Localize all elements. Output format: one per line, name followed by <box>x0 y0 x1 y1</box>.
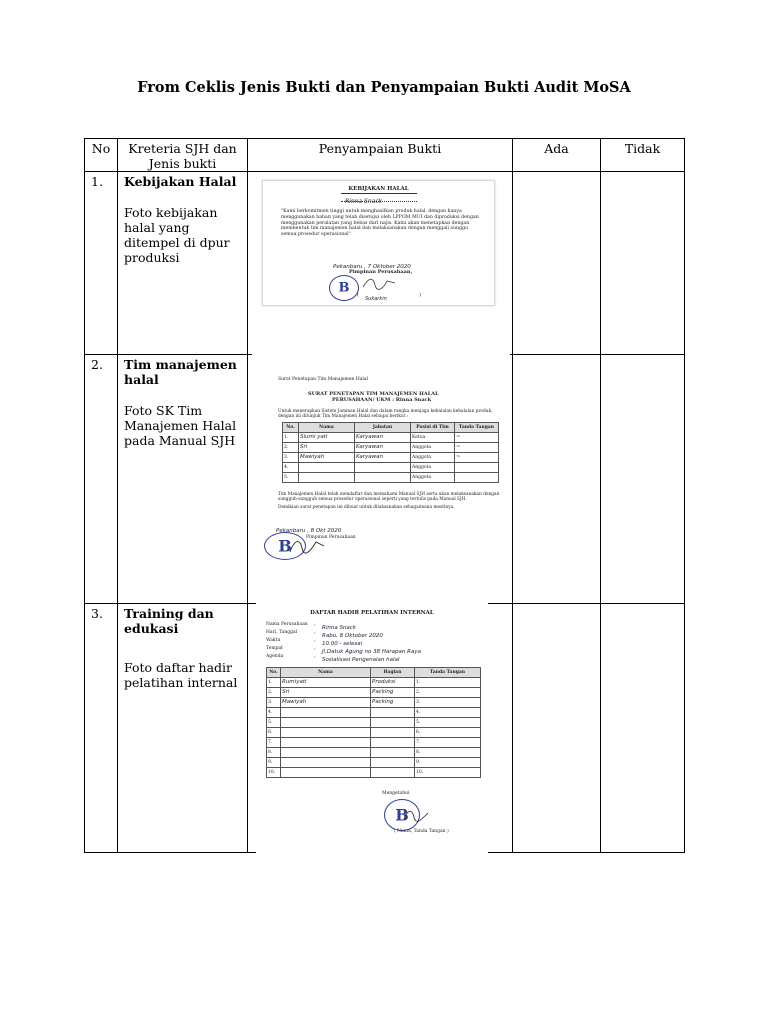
company-stamp-icon: B <box>384 799 420 831</box>
row-number: 1. <box>85 172 118 355</box>
col-no: No. <box>267 668 281 678</box>
decree-sign-label: Pimpinan Perusahaan <box>306 535 356 540</box>
attendee-no: 9. <box>267 758 281 768</box>
attendee-no: 8. <box>267 748 281 758</box>
col-tanda-tangan: Tanda Tangan <box>455 423 499 433</box>
tidak-cell[interactable] <box>601 604 685 853</box>
attendee-no: 6. <box>267 728 281 738</box>
attendance-heading: DAFTAR HADIR PELATIHAN INTERNAL <box>310 610 434 616</box>
attendee-nama: Mawiyah <box>281 698 371 708</box>
attendee-nama <box>281 718 371 728</box>
field-value: 10.00 - selesai <box>322 641 363 647</box>
document-title: From Ceklis Jenis Bukti dan Penyampaian Bukti Audit MoSA <box>137 79 631 96</box>
field-label: Hari, Tanggal <box>266 630 298 635</box>
decree-top-label: Surat Penetapan Tim Manajemen Halal <box>278 377 368 382</box>
field-value: Rabu, 8 Oktober 2020 <box>322 633 383 639</box>
attendee-nama: Sri <box>281 688 371 698</box>
company-stamp-icon: B <box>329 275 359 301</box>
col-jabatan: Jabatan <box>355 423 411 433</box>
decree-closing: Tim Manajemen Halal telah mendaftar dan memahami Manual SJH serta akan melaksanakan dengan sungguh-sungguh semua prosedur operasional seperti yang tertulis pada Manual SJH. <box>278 492 500 503</box>
attendee-bagian <box>371 758 415 768</box>
table-header-row <box>85 139 685 172</box>
halal-policy-photo: KEBIJAKAN HALAL Rinna Snack "Kami berkomitmen tinggi untuk menghasilkan produk halal, dengan hanya menggunakan bahan yang telah disetujui oleh LPPOM MUI dan diproduksi dengan menggunakan peralatan yang bebas dari najis. Kami akan menetapkan dengan membentuk tim manajemen halal dan melaksanakan dengan menggali sunggu semua prosedur operasional" Pekanbaru , 7 Oktober 2020 Pimpinan Perusahaan, B Sukarkin ( ) <box>262 180 495 306</box>
attendee-no: 7. <box>267 738 281 748</box>
tidak-cell[interactable] <box>601 355 685 604</box>
attendee-nama <box>281 758 371 768</box>
policy-company: Rinna Snack <box>345 198 383 205</box>
attendee-sig-no: 5. <box>415 718 481 728</box>
ada-cell[interactable] <box>513 355 601 604</box>
policy-heading: KEBIJAKAN HALAL <box>348 186 409 192</box>
decree-company: PERUSAHAAN/ UKM : Rinna Snack <box>332 397 432 403</box>
attendee-sig-no: 2. <box>415 688 481 698</box>
criteria-cell <box>118 172 248 355</box>
attendee-nama <box>281 738 371 748</box>
attendee-no: 1. <box>267 678 281 688</box>
tidak-cell[interactable] <box>601 172 685 355</box>
header-tidak: Tidak <box>601 139 685 172</box>
header-no: No <box>85 139 118 172</box>
attendee-no: 10. <box>267 768 281 778</box>
attendee-sig-no: 10. <box>415 768 481 778</box>
criteria-title: Tim manajemen halal <box>124 357 237 387</box>
member-row: 2. Sri Karyawan Anggota ~ <box>283 443 499 453</box>
decree-place-date: Pekanbaru , 8 Okt 2020 <box>276 528 342 534</box>
attendee-no: 3. <box>267 698 281 708</box>
attendance-table <box>266 667 481 778</box>
field-colon: : <box>314 654 316 660</box>
policy-sign-label: Pimpinan Perusahaan, <box>349 269 413 275</box>
ada-cell[interactable] <box>513 604 601 853</box>
attendee-row <box>267 708 481 718</box>
attendee-row <box>267 748 481 758</box>
attendee-nama <box>281 728 371 738</box>
attendee-row <box>267 728 481 738</box>
attendee-row <box>267 678 481 688</box>
table-row <box>85 604 685 853</box>
attendee-row <box>267 688 481 698</box>
attendee-bagian <box>371 748 415 758</box>
field-colon: : <box>314 630 316 636</box>
policy-body: "Kami berkomitmen tinggi untuk menghasilkan produk halal, dengan hanya menggunakan bahan yang telah disetujui oleh LPPOM MUI dan diproduksi dengan menggunakan peralatan yang bebas dari najis. Kami akan menetapkan dengan membentuk tim manajemen halal dan melaksanakan dengan menggali sunggu semua prosedur operasional" <box>281 209 479 238</box>
signature-icon <box>288 536 328 556</box>
attendee-sig-no: 3. <box>415 698 481 708</box>
col-bagian: Bagian <box>371 668 415 678</box>
member-row: 3. Mawiyah Karyawan Anggota ~ <box>283 453 499 463</box>
attendee-row <box>267 768 481 778</box>
field-label: Agenda <box>266 654 284 659</box>
table-row <box>85 172 685 355</box>
col-nama: Nama <box>281 668 371 678</box>
attendee-nama: Rumiyati <box>281 678 371 688</box>
ada-cell[interactable] <box>513 172 601 355</box>
attendee-sig-no: 6. <box>415 728 481 738</box>
attendee-bagian: Packing <box>371 688 415 698</box>
attendee-bagian <box>371 738 415 748</box>
decree-heading: SURAT PENETAPAN TIM MANAJEMEN HALAL <box>308 391 439 397</box>
evidence-cell <box>248 604 513 853</box>
team-members-table <box>282 422 499 483</box>
attendee-row <box>267 718 481 728</box>
evidence-checklist-table <box>84 138 685 853</box>
attendee-no: 5. <box>267 718 281 728</box>
decree-intro: Untuk menerapkan Sistem Jaminan Halal dan dalam rangka menjaga kehalalan kehalalan produk, dengan ini ditunjuk Tim Manajemen Halal sebagai berikut : <box>278 409 493 420</box>
header-evidence: Penyampaian Bukti <box>248 139 513 172</box>
field-label: Tempat <box>266 646 283 651</box>
attendee-nama <box>281 768 371 778</box>
field-colon: : <box>314 622 316 628</box>
attendance-sign-top: Mengetahui <box>382 791 410 796</box>
signature-icon <box>361 275 401 291</box>
attendee-bagian: Packing <box>371 698 415 708</box>
table-row <box>85 355 685 604</box>
col-posisi: Posisi di Tim <box>411 423 455 433</box>
field-value: Rinna Snack <box>322 625 356 631</box>
attendee-bagian <box>371 708 415 718</box>
col-no: No. <box>283 423 299 433</box>
attendee-bagian <box>371 718 415 728</box>
halal-team-decree-photo <box>252 354 510 602</box>
attendee-row <box>267 698 481 708</box>
attendee-sig-no: 1. <box>415 678 481 688</box>
criteria-cell <box>118 604 248 853</box>
evidence-cell <box>248 172 513 355</box>
evidence-cell <box>248 355 513 604</box>
criteria-title: Kebijakan Halal <box>124 174 237 189</box>
training-attendance-photo <box>256 603 488 853</box>
field-value: Sosialisasi Pengenalan halal <box>322 657 400 663</box>
attendee-sig-no: 8. <box>415 748 481 758</box>
field-colon: : <box>314 638 316 644</box>
attendee-no: 4. <box>267 708 281 718</box>
field-label: Nama Perusahaan <box>266 622 308 627</box>
policy-signer: Sukarkin <box>365 296 387 302</box>
criteria-description: Foto kebijakan halal yang ditempel di dpur produksi <box>124 205 230 265</box>
attendee-row <box>267 758 481 768</box>
row-number: 3. <box>85 604 118 853</box>
company-stamp-icon: B <box>264 532 306 560</box>
attendee-nama <box>281 748 371 758</box>
member-row: 1. Siumi yati Karyawan Ketua ~ <box>283 433 499 443</box>
attendance-sign-bottom: ( Nama, Tanda Tangan ) <box>394 829 449 834</box>
attendee-bagian <box>371 768 415 778</box>
member-row: 5. Anggota <box>283 473 499 483</box>
criteria-description: Foto daftar hadir pelatihan internal <box>124 660 238 690</box>
signature-icon <box>402 807 432 823</box>
member-row: 4. Anggota <box>283 463 499 473</box>
criteria-cell <box>118 355 248 604</box>
policy-place-date: Pekanbaru , 7 Oktober 2020 <box>333 264 411 270</box>
criteria-description: Foto SK Tim Manajemen Halal pada Manual SJH <box>124 403 237 448</box>
attendee-row <box>267 738 481 748</box>
header-criteria: Kreteria SJH dan Jenis bukti <box>118 139 248 172</box>
attendee-sig-no: 7. <box>415 738 481 748</box>
col-tanda-tangan: Tanda Tangan <box>415 668 481 678</box>
row-number: 2. <box>85 355 118 604</box>
decree-closing-2: Demikian surat penetapan ini dibuat untuk dilaksanakan sebagaimana mestinya. <box>278 505 455 510</box>
field-value: Jl.Datuk Agung no 38 Harapan Raya <box>322 649 421 655</box>
attendee-sig-no: 4. <box>415 708 481 718</box>
attendee-bagian <box>371 728 415 738</box>
field-label: Waktu <box>266 638 281 643</box>
attendee-nama <box>281 708 371 718</box>
criteria-title: Training dan edukasi <box>124 606 214 636</box>
col-nama: Nama <box>299 423 355 433</box>
header-ada: Ada <box>513 139 601 172</box>
attendee-bagian: Produksi <box>371 678 415 688</box>
field-colon: : <box>314 646 316 652</box>
attendee-sig-no: 9. <box>415 758 481 768</box>
attendee-no: 2. <box>267 688 281 698</box>
